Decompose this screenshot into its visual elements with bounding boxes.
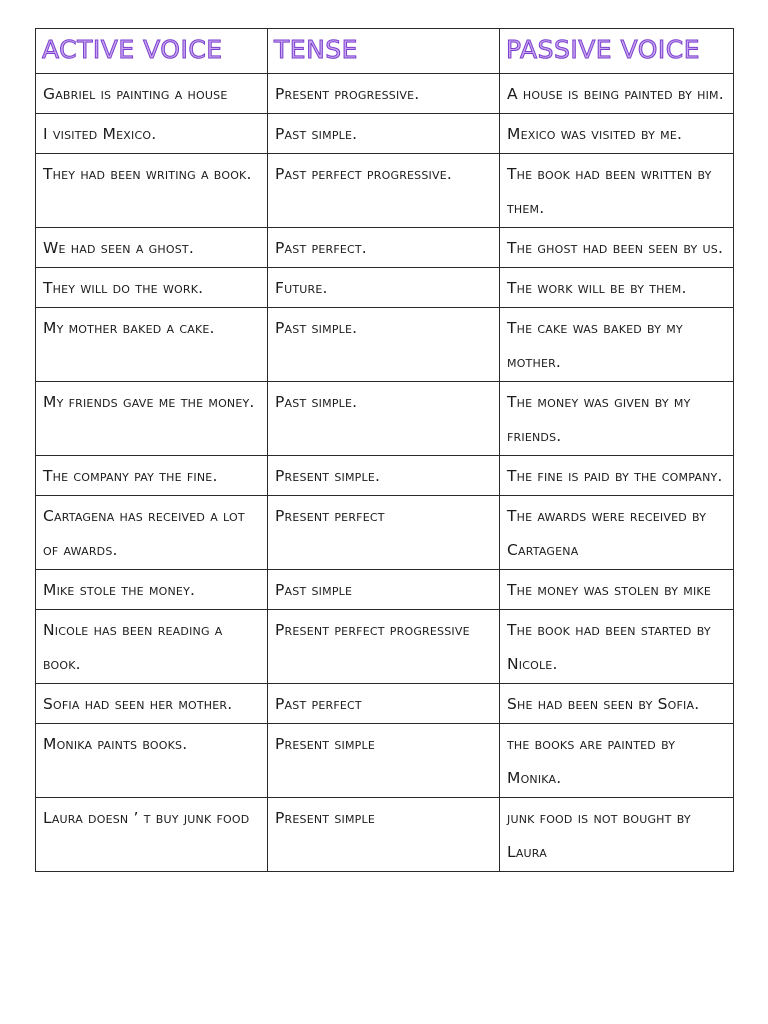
tense-label: Past perfect [268, 684, 500, 724]
tense-label: Present simple. [268, 456, 500, 496]
table-row [36, 496, 734, 570]
table-row [36, 684, 734, 724]
table-row [36, 798, 734, 872]
passive-sentence: Mexico was visited by me. [500, 114, 734, 154]
active-sentence: The company pay the fine. [36, 456, 268, 496]
tense-label: Present simple [268, 798, 500, 872]
table-row [36, 308, 734, 382]
table-row [36, 228, 734, 268]
active-sentence: Cartagena has received a lot of awards. [36, 496, 268, 570]
voice-table [35, 28, 734, 872]
active-sentence: My mother baked a cake. [36, 308, 268, 382]
passive-sentence: The money was given by my friends. [500, 382, 734, 456]
tense-label: Present perfect progressive [268, 610, 500, 684]
tense-label: Past simple. [268, 308, 500, 382]
tense-label: Present progressive. [268, 74, 500, 114]
table-row [36, 382, 734, 456]
passive-sentence: The money was stolen by mike [500, 570, 734, 610]
active-sentence: They will do the work. [36, 268, 268, 308]
table-row [36, 610, 734, 684]
active-sentence: Gabriel is painting a house [36, 74, 268, 114]
active-sentence: I visited Mexico. [36, 114, 268, 154]
table-row [36, 114, 734, 154]
voice-worksheet [35, 28, 733, 872]
table-header-row [36, 29, 734, 74]
tense-label: Future. [268, 268, 500, 308]
active-sentence: My friends gave me the money. [36, 382, 268, 456]
table-row [36, 268, 734, 308]
active-sentence: Laura doesn ’ t buy junk food [36, 798, 268, 872]
table-row [36, 456, 734, 496]
header-active-voice: ACTIVE VOICE [36, 29, 268, 74]
passive-sentence: The fine is paid by the company. [500, 456, 734, 496]
active-sentence: Nicole has been reading a book. [36, 610, 268, 684]
tense-label: Past perfect progressive. [268, 154, 500, 228]
active-sentence: We had seen a ghost. [36, 228, 268, 268]
tense-label: Present perfect [268, 496, 500, 570]
table-row [36, 154, 734, 228]
active-sentence: Monika paints books. [36, 724, 268, 798]
passive-sentence: The book had been started by Nicole. [500, 610, 734, 684]
passive-sentence: The cake was baked by my mother. [500, 308, 734, 382]
table-row [36, 74, 734, 114]
passive-sentence: The book had been written by them. [500, 154, 734, 228]
passive-sentence: the books are painted by Monika. [500, 724, 734, 798]
tense-label: Past simple [268, 570, 500, 610]
passive-sentence: A house is being painted by him. [500, 74, 734, 114]
active-sentence: Mike stole the money. [36, 570, 268, 610]
header-passive-voice: PASSIVE VOICE [500, 29, 734, 74]
tense-label: Present simple [268, 724, 500, 798]
tense-label: Past simple. [268, 382, 500, 456]
tense-label: Past perfect. [268, 228, 500, 268]
passive-sentence: junk food is not bought by Laura [500, 798, 734, 872]
tense-label: Past simple. [268, 114, 500, 154]
active-sentence: Sofia had seen her mother. [36, 684, 268, 724]
active-sentence: They had been writing a book. [36, 154, 268, 228]
passive-sentence: She had been seen by Sofia. [500, 684, 734, 724]
table-row [36, 570, 734, 610]
header-tense: TENSE [268, 29, 500, 74]
passive-sentence: The work will be by them. [500, 268, 734, 308]
table-row [36, 724, 734, 798]
passive-sentence: The awards were received by Cartagena [500, 496, 734, 570]
passive-sentence: The ghost had been seen by us. [500, 228, 734, 268]
